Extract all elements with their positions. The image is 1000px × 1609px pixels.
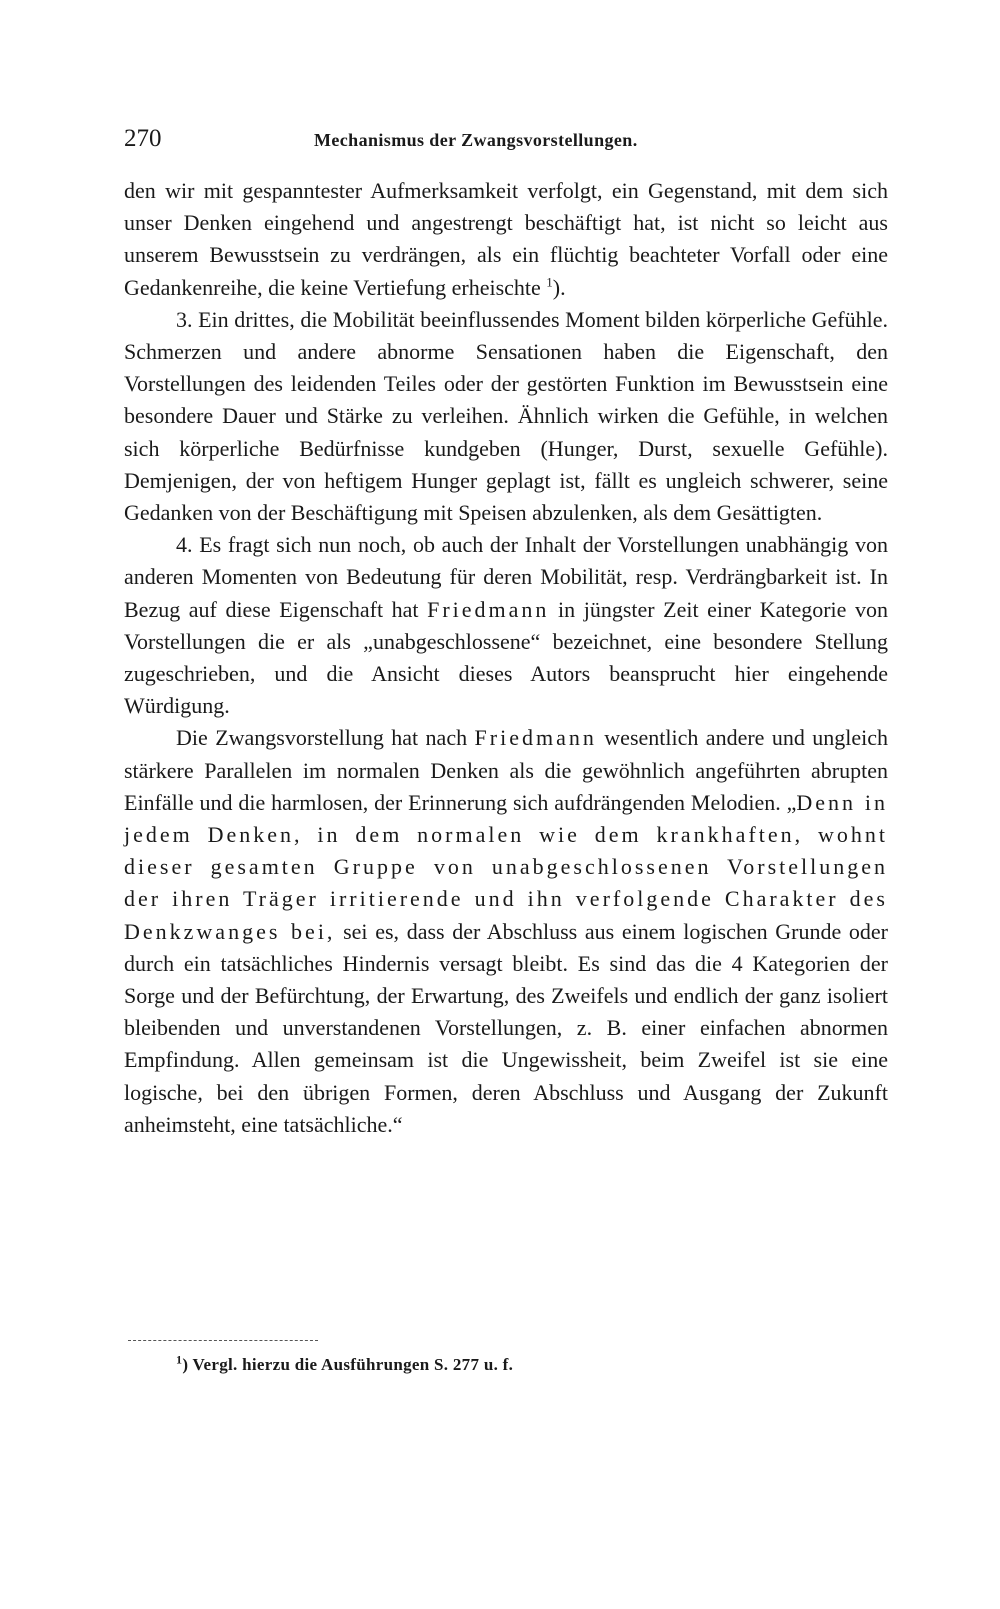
paragraph-3 [124,529,888,722]
author-name: Friedmann [427,596,550,622]
paragraph-4 [124,722,888,1141]
paragraph-1-text: den wir mit gespanntester Aufmerksamkeit verfolgt, ein Gegenstand, mit dem sich unser Denken eingehend und angestrengt beschäftigt hat, ist nicht so leicht aus unserem Bewusstsein zu verdrängen, als ein flüchtig beachteter Vorfall oder eine Gedankenreihe, die keine Vertiefung erheischte [124,178,888,300]
footnote-divider [128,1340,318,1341]
body-text [124,175,888,1141]
paragraph-4-before: Die Zwangsvorstellung hat nach [176,725,468,751]
paragraph-1-end: ). [552,274,566,300]
footnote-text: ) Vergl. hierzu die Ausführungen S. 277 u. f. [182,1355,514,1374]
footnote-reference[interactable]: 1 [546,274,553,290]
page-header [124,124,884,158]
paragraph-4-after: sei es, dass der Abschluss aus einem logischen Grunde oder durch ein tatsächliches Hindernis versagt bleibt. Es sind das die 4 Kategorien der Sorge und der Befürchtung, der Erwartung, des Zweifels und endlich der ganz isoliert bleibenden und unverstandenen Vorstellungen, z. B. einer einfachen abnormen Empfindung. Allen gemeinsam ist die Ungewissheit, beim Zweifel ist sie eine logische, bei den übrigen Formen, deren Abschluss und Ausgang der Zukunft anheimsteht, eine tatsächliche.“ [124,918,888,1137]
running-head: Mechanismus der Zwangsvorstellungen. [314,130,638,150]
author-name: Friedmann [474,725,597,751]
paragraph-3-before: 4. Es fragt sich nun noch, ob auch der Inhalt der Vorstellungen unabhängig von anderen Momenten von Bedeutung für deren Mobilität, resp. Verdrängbarkeit ist. In Bezug auf diese Eigenschaft hat [124,532,888,622]
paragraph-2-text: 3. Ein drittes, die Mobilität beeinflussendes Moment bilden körperliche Gefühle. Schmerzen und andere abnorme Sensationen haben die Eigenschaft, den Vorstellungen des leidenden Teiles oder der gestörten Funktion im Bewusstsein eine besondere Dauer und Stärke zu verleihen. Ähnlich wirken die Gefühle, in welchen sich körperliche Bedürfnisse kundgeben (Hunger, Durst, sexuelle Gefühle). Demjenigen, der von heftigem Hunger geplagt ist, fällt es ungleich schwerer, seine Gedanken von der Beschäftigung mit Speisen abzulenken, als dem Gesättigten. [124,306,888,526]
page-number: 270 [124,125,162,152]
paragraph-3-after: in jüngster Zeit einer Kategorie von Vorstellungen die er als „unabgeschlossene“ bezeichnet, eine besondere Stellung zugeschrieben, und die Ansicht dieses Autors beansprucht hier eingehende Würdigung. [124,596,889,719]
paragraph-1 [124,175,888,304]
paragraph-4-middle: wesentlich andere und ungleich stärkere Parallelen im normalen Denken als die gewöhnlich angeführten abrupten Einfälle und die harmlosen, der Erinnerung sich aufdrängenden Melodien. „ [124,725,889,815]
footnote [176,1352,513,1378]
paragraph-2 [124,304,888,529]
footnote-mark: 1 [176,1352,183,1367]
quoted-emphasis: Denn in jedem Denken, in dem normalen wie dem krankhaften, wohnt dieser gesamten Gruppe von unabgeschlossenen Vorstellungen der ihren Träger irritierende und ihn verfolgende Charakter des Denkzwanges bei, [124,789,889,944]
